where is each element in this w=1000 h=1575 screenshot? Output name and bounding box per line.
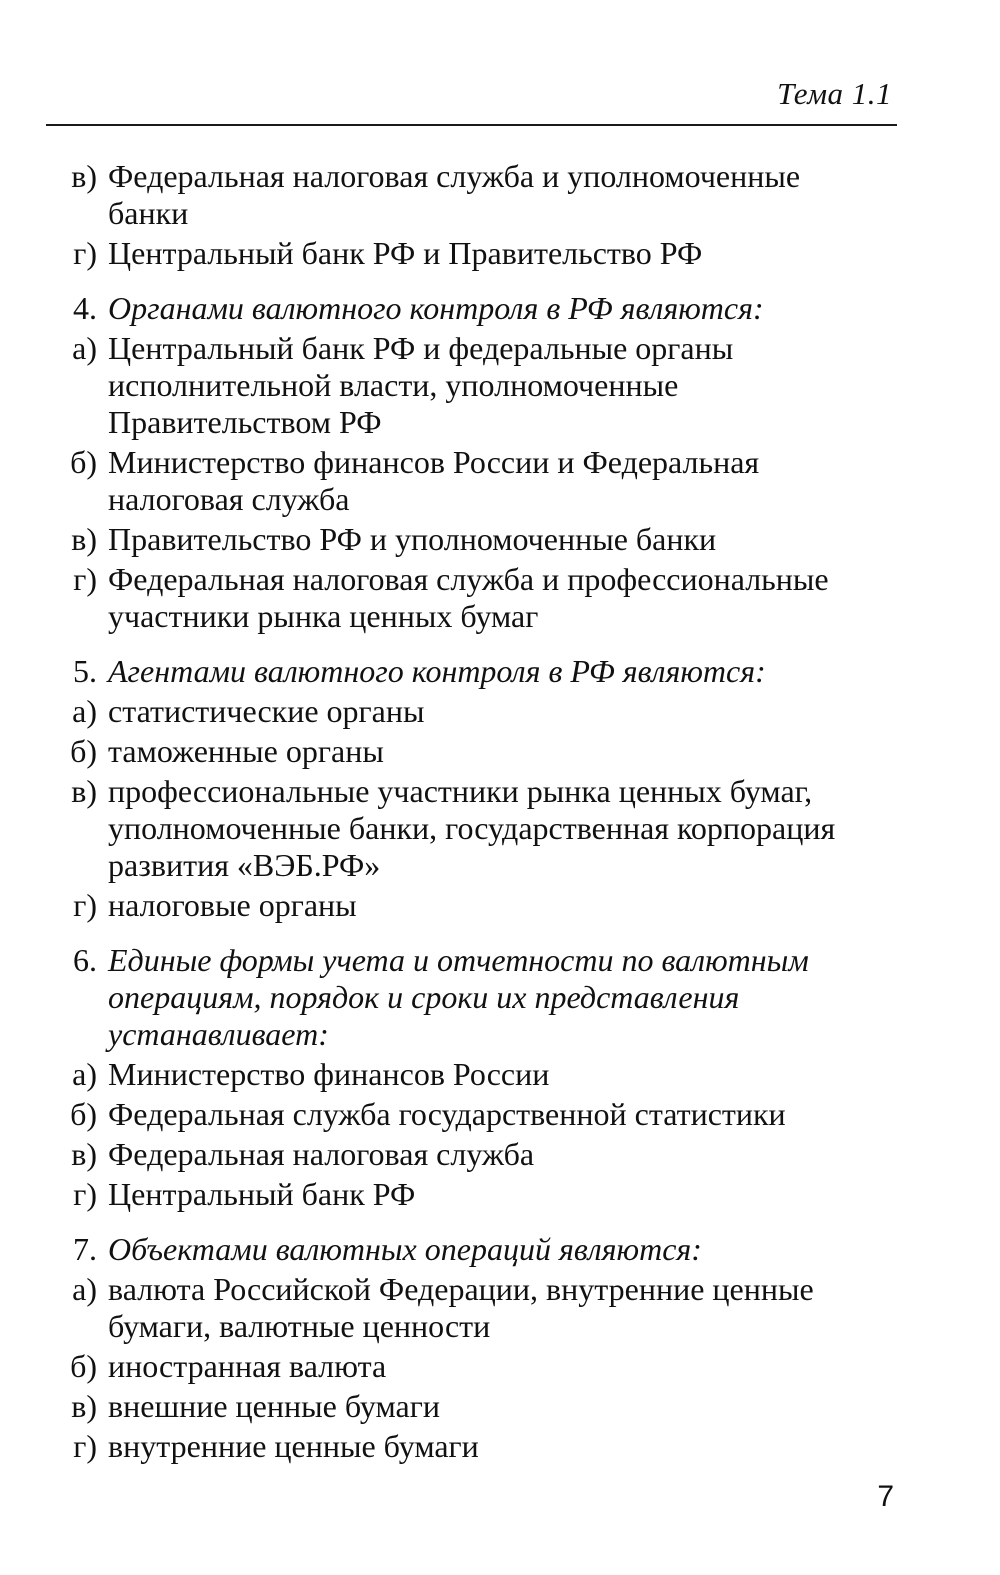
option-text: Центральный банк РФ и федеральные органы исполнительной власти, уполномоченные Правительством РФ [108, 330, 734, 440]
question-text: Органами валютного контроля в РФ являются: [108, 290, 764, 326]
answer-option [0, 521, 1000, 558]
question-7 [0, 1231, 1000, 1268]
option-text: таможенные органы [108, 733, 384, 769]
answer-option [0, 561, 1000, 635]
option-marker: а) [72, 693, 97, 729]
option-marker: б) [70, 1348, 97, 1384]
answer-option [0, 693, 1000, 730]
option-text: Федеральная налоговая служба и профессиональные участники рынка ценных бумаг [108, 561, 829, 634]
answer-option [0, 1096, 1000, 1133]
option-marker: г) [73, 1176, 97, 1212]
option-marker: а) [72, 330, 97, 366]
option-text: Министерство финансов России и Федеральная налоговая служба [108, 444, 760, 517]
option-marker: б) [70, 1096, 97, 1132]
answer-option [0, 1428, 1000, 1465]
option-marker: в) [71, 521, 97, 557]
question-number: 5. [73, 653, 97, 689]
question-number: 4. [73, 290, 97, 326]
answer-option [0, 1056, 1000, 1093]
page-number: 7 [877, 1480, 894, 1513]
option-text: налоговые органы [108, 887, 357, 923]
question-4 [0, 290, 1000, 327]
option-text: внутренние ценные бумаги [108, 1428, 479, 1464]
answer-option [0, 1348, 1000, 1385]
option-marker: в) [71, 158, 97, 194]
option-marker: в) [71, 1136, 97, 1172]
answer-option [0, 1176, 1000, 1213]
option-text: иностранная валюта [108, 1348, 387, 1384]
option-marker: г) [73, 235, 97, 271]
answer-option [0, 1388, 1000, 1425]
option-marker: б) [70, 444, 97, 480]
answer-option [0, 887, 1000, 924]
answer-option [0, 733, 1000, 770]
option-text: Министерство финансов России [108, 1056, 550, 1092]
question-text: Единые формы учета и отчетности по валютным операциям, порядок и сроки их представления устанавливает: [108, 942, 809, 1052]
question-number: 6. [73, 942, 97, 978]
option-text: внешние ценные бумаги [108, 1388, 440, 1424]
option-text: валюта Российской Федерации, внутренние ценные бумаги, валютные ценности [108, 1271, 814, 1344]
option-marker: г) [73, 1428, 97, 1464]
option-text: Правительство РФ и уполномоченные банки [108, 521, 717, 557]
answer-option [0, 1271, 1000, 1345]
answer-option [0, 773, 1000, 884]
answer-option [0, 235, 1000, 272]
question-number: 7. [73, 1231, 97, 1267]
option-marker: г) [73, 887, 97, 923]
option-marker: в) [71, 1388, 97, 1424]
answer-option [0, 1136, 1000, 1173]
answer-option [0, 444, 1000, 518]
option-text: Федеральная служба государственной статистики [108, 1096, 786, 1132]
answer-option [0, 158, 1000, 232]
option-text: профессиональные участники рынка ценных бумаг, уполномоченные банки, государственная корпорация развития «ВЭБ.РФ» [108, 773, 836, 883]
option-marker: а) [72, 1271, 97, 1307]
page-header-title: Тема 1.1 [777, 76, 892, 111]
page-content [0, 158, 1000, 1465]
option-marker: б) [70, 733, 97, 769]
question-5 [0, 653, 1000, 690]
question-6 [0, 942, 1000, 1053]
option-text: Федеральная налоговая служба и уполномоченные банки [108, 158, 801, 231]
question-text: Объектами валютных операций являются: [108, 1231, 702, 1267]
option-text: Федеральная налоговая служба [108, 1136, 535, 1172]
option-marker: в) [71, 773, 97, 809]
header-divider [46, 124, 897, 126]
option-text: статистические органы [108, 693, 425, 729]
question-text: Агентами валютного контроля в РФ являются: [108, 653, 766, 689]
option-text: Центральный банк РФ и Правительство РФ [108, 235, 703, 271]
answer-option [0, 330, 1000, 441]
option-marker: а) [72, 1056, 97, 1092]
option-text: Центральный банк РФ [108, 1176, 416, 1212]
option-marker: г) [73, 561, 97, 597]
